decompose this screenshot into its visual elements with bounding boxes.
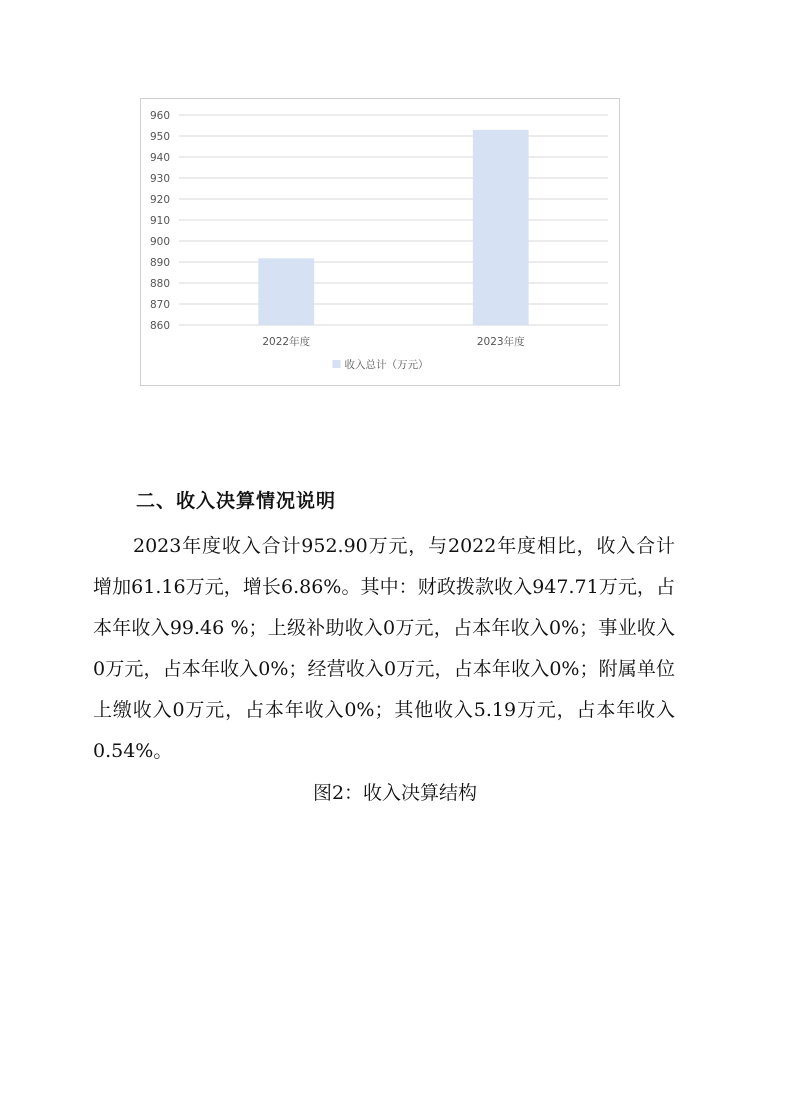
bar-1 [258,258,314,325]
y-tick-label: 880 [149,278,170,290]
y-tick-label: 930 [149,173,170,185]
y-tick-label: 950 [149,131,170,143]
x-tick-label: 2022年度 [262,336,311,348]
y-tick-label: 890 [149,257,170,269]
income-bar-chart [140,98,620,386]
x-tick-label: 2023年度 [476,336,525,348]
figure-caption: 图2：收入决算结构 [312,782,478,804]
chart-svg [141,99,621,387]
section-heading: 二、收入决算情况说明 [136,490,337,512]
y-tick-label: 870 [149,299,170,311]
legend-swatch [333,360,341,368]
y-tick-label: 920 [149,194,170,206]
legend-label: 收入总计（万元） [344,359,429,371]
y-tick-label: 910 [149,215,170,227]
bar-2 [473,130,529,325]
y-tick-label: 900 [149,236,170,248]
y-tick-label: 940 [149,152,170,164]
y-tick-label: 960 [149,110,170,122]
y-tick-label: 860 [149,320,170,332]
income-description-paragraph: 2023年度收入合计952.90万元，与2022年度相比，收入合计增加61.16万元，增长6.86%。其中：财政拨款收入947.71万元，占本年收入99.46 %；上级补助收入0万元，占本年收入0%；事业收入0万元，占本年收入0%；经营收入0万元，占本年收入0%；附属单位上缴收入0万元，占本年收入0%；其他收入5.19万元，占本年收入0.54%。 [93,535,675,762]
